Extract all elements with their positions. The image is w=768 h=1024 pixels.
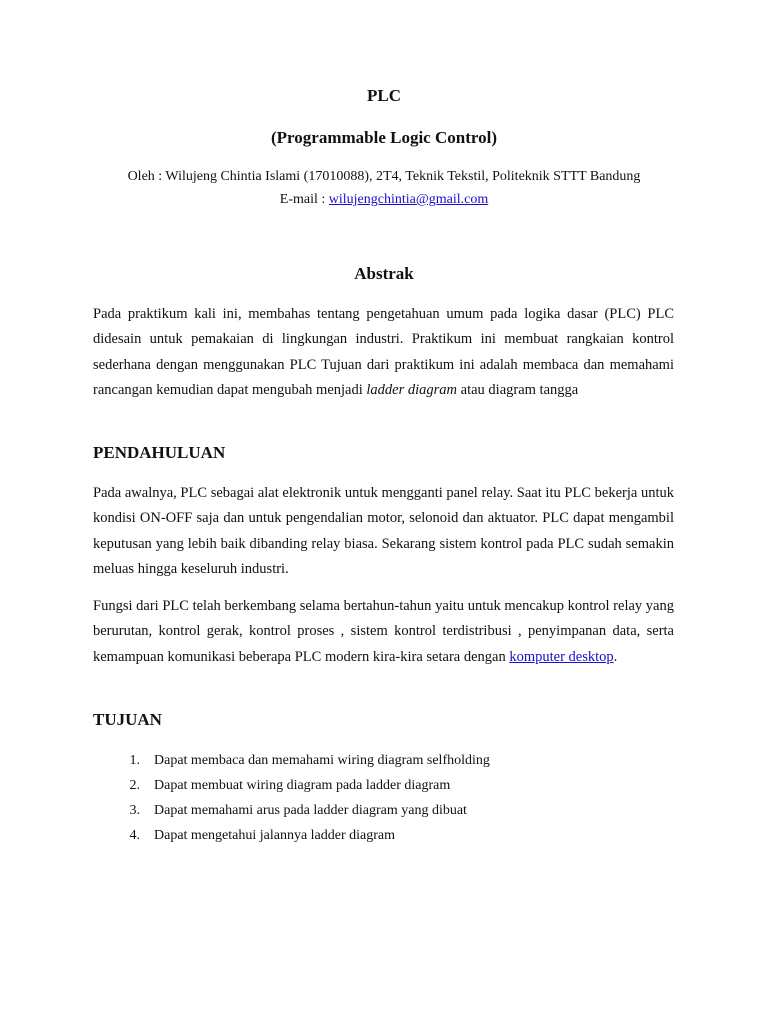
list-item-text: Dapat memahami arus pada ladder diagram yang dibuat bbox=[154, 803, 467, 818]
introduction-paragraph-2 bbox=[93, 594, 674, 670]
list-item-text: Dapat mengetahui jalannya ladder diagram bbox=[154, 828, 396, 843]
objectives-list bbox=[93, 748, 490, 848]
list-item bbox=[93, 773, 490, 798]
list-item-number: 4. bbox=[129, 828, 140, 843]
list-item-number: 2. bbox=[129, 778, 140, 793]
email-link[interactable]: wilujengchintia@gmail.com bbox=[328, 192, 489, 207]
introduction-paragraph-2-text: Fungsi dari PLC telah berkembang selama bertahun-tahun yaitu untuk mencakup kontrol relay yang berurutan, kontrol gerak, kontrol proses , sistem kontrol terdistribusi , penyimpanan data, serta kemampuan komunikasi beberapa PLC modern kira-kira setara dengan bbox=[93, 598, 674, 665]
abstract-text-end: atau diagram tangga bbox=[457, 381, 579, 398]
introduction-paragraph-2-end: . bbox=[613, 648, 618, 665]
list-item-text: Dapat membaca dan memahami wiring diagram selfholding bbox=[154, 753, 490, 768]
introduction-paragraph-1: Pada awalnya, PLC sebagai alat elektronik untuk mengganti panel relay. Saat itu PLC bekerja untuk kondisi ON-OFF saja dan untuk pengendalian motor, selonoid dan aktuator. PLC dapat mengambil keputusan yang lebih baik dibanding relay biasa. Sekarang sistem kontrol pada PLC sudah semakin meluas hingga keseluruh industri. bbox=[93, 485, 674, 577]
abstract-heading: Abstrak bbox=[354, 264, 414, 283]
list-item-number: 3. bbox=[129, 803, 140, 818]
abstract-paragraph bbox=[93, 302, 674, 403]
document-subtitle: (Programmable Logic Control) bbox=[271, 128, 497, 147]
list-item-text: Dapat membuat wiring diagram pada ladder diagram bbox=[154, 778, 451, 793]
list-item bbox=[93, 748, 490, 773]
email-label: E-mail : bbox=[279, 192, 329, 207]
author-line: Oleh : Wilujeng Chintia Islami (17010088), 2T4, Teknik Tekstil, Politeknik STTT Bandung bbox=[127, 169, 641, 184]
abstract-italic-term: ladder diagram bbox=[366, 381, 458, 398]
abstract-text: Pada praktikum kali ini, membahas tentang pengetahuan umum pada logika dasar (PLC) PLC didesain untuk pemakaian di lingkungan industri. Praktikum ini membuat rangkaian kontrol sederhana dengan menggunakan PLC Tujuan dari praktikum ini adalah membaca dan memahami rancangan kemudian dapat mengubah menjadi bbox=[93, 306, 674, 398]
list-item bbox=[93, 798, 490, 823]
list-item-number: 1. bbox=[129, 753, 140, 768]
introduction-heading: PENDAHULUAN bbox=[93, 443, 226, 462]
email-line bbox=[0, 192, 768, 208]
objectives-heading: TUJUAN bbox=[93, 710, 162, 729]
komputer-desktop-link[interactable]: komputer desktop bbox=[509, 648, 614, 665]
document-title: PLC bbox=[367, 86, 401, 105]
list-item bbox=[93, 823, 490, 848]
